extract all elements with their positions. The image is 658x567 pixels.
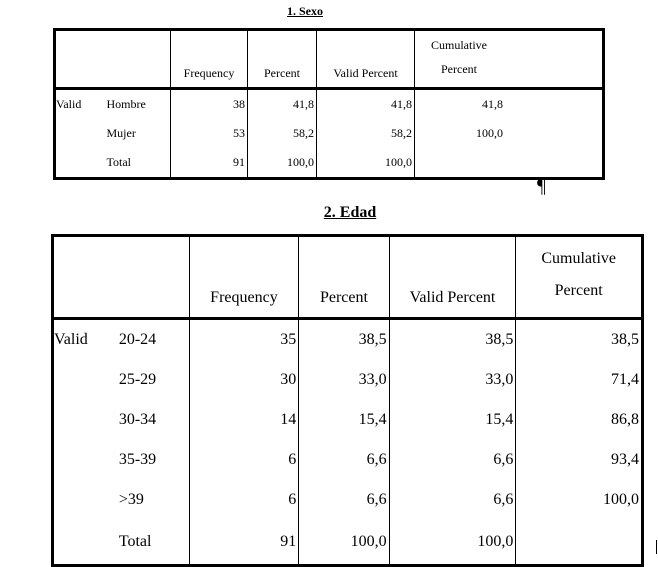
table-header-row (53, 236, 643, 319)
table1-title: 1. Sexo (287, 4, 323, 18)
cell-percent: 15,4 (299, 400, 389, 440)
cell-cumulative: 41,8 (415, 89, 604, 120)
cell-frequency: 91 (189, 520, 299, 566)
edad-frequency-table (51, 234, 644, 567)
cell-cumulative: 38,5 (516, 319, 643, 361)
cell-percent: 6,6 (299, 440, 389, 480)
cell-frequency: 53 (171, 119, 248, 148)
cell-valid-percent: 33,0 (389, 360, 516, 400)
table-row (53, 480, 643, 520)
cell-percent: 6,6 (299, 480, 389, 520)
cell-valid-percent: 100,0 (389, 520, 516, 566)
header-frequency: Frequency (189, 236, 299, 319)
table-row (55, 89, 604, 120)
cell-percent: 100,0 (248, 148, 317, 179)
group-label: Valid (56, 97, 82, 111)
cell-percent: 58,2 (248, 119, 317, 148)
table-row (53, 400, 643, 440)
sexo-frequency-table (53, 28, 605, 180)
paragraph-mark: ¶ (537, 175, 547, 197)
cell-valid-percent: 41,8 (317, 89, 415, 120)
row-label: 20-24 (118, 331, 157, 348)
cell-valid-percent: 100,0 (317, 148, 415, 179)
row-label: >39 (118, 491, 144, 508)
row-label: Mujer (106, 126, 136, 140)
row-label: Total (118, 533, 152, 550)
cell-valid-percent: 6,6 (389, 440, 516, 480)
table-row (53, 360, 643, 400)
table-row (55, 119, 604, 148)
row-label: Hombre (106, 97, 146, 111)
cell-cumulative: 100,0 (415, 119, 604, 148)
header-percent: Percent (299, 236, 389, 319)
cell-percent: 100,0 (299, 520, 389, 566)
cell-cumulative: 93,4 (516, 440, 643, 480)
cell-percent: 41,8 (248, 89, 317, 120)
row-label: 30-34 (118, 411, 157, 428)
cell-cumulative (415, 148, 604, 179)
header-percent: Percent (248, 30, 317, 89)
cell-frequency: 6 (189, 440, 299, 480)
cell-cumulative (516, 520, 643, 566)
header-valid-percent: Valid Percent (389, 236, 516, 319)
table-row (55, 148, 604, 179)
cell-cumulative: 100,0 (516, 480, 643, 520)
row-label: 35-39 (118, 451, 157, 468)
text-cursor (656, 540, 657, 554)
cell-percent: 33,0 (299, 360, 389, 400)
cell-frequency: 14 (189, 400, 299, 440)
cell-valid-percent: 6,6 (389, 480, 516, 520)
cell-frequency: 91 (171, 148, 248, 179)
cell-frequency: 35 (189, 319, 299, 361)
table-row (53, 520, 643, 566)
cell-frequency: 38 (171, 89, 248, 120)
header-valid-percent: Valid Percent (317, 30, 415, 89)
table-row (53, 440, 643, 480)
row-label: Total (106, 155, 131, 169)
table-header-row (55, 30, 604, 89)
cell-percent: 38,5 (299, 319, 389, 361)
cell-cumulative: 86,8 (516, 400, 643, 440)
cell-cumulative: 71,4 (516, 360, 643, 400)
table2-title: 2. Edad (323, 204, 377, 221)
header-cumulative-percent: Cumulative Percent (415, 30, 604, 89)
header-cumulative-percent: Cumulative Percent (516, 236, 643, 319)
cell-valid-percent: 38,5 (389, 319, 516, 361)
cell-valid-percent: 15,4 (389, 400, 516, 440)
cell-valid-percent: 58,2 (317, 119, 415, 148)
table-row (53, 319, 643, 361)
header-frequency: Frequency (171, 30, 248, 89)
row-label: 25-29 (118, 371, 157, 388)
group-label: Valid (54, 331, 88, 348)
cell-frequency: 6 (189, 480, 299, 520)
cell-frequency: 30 (189, 360, 299, 400)
